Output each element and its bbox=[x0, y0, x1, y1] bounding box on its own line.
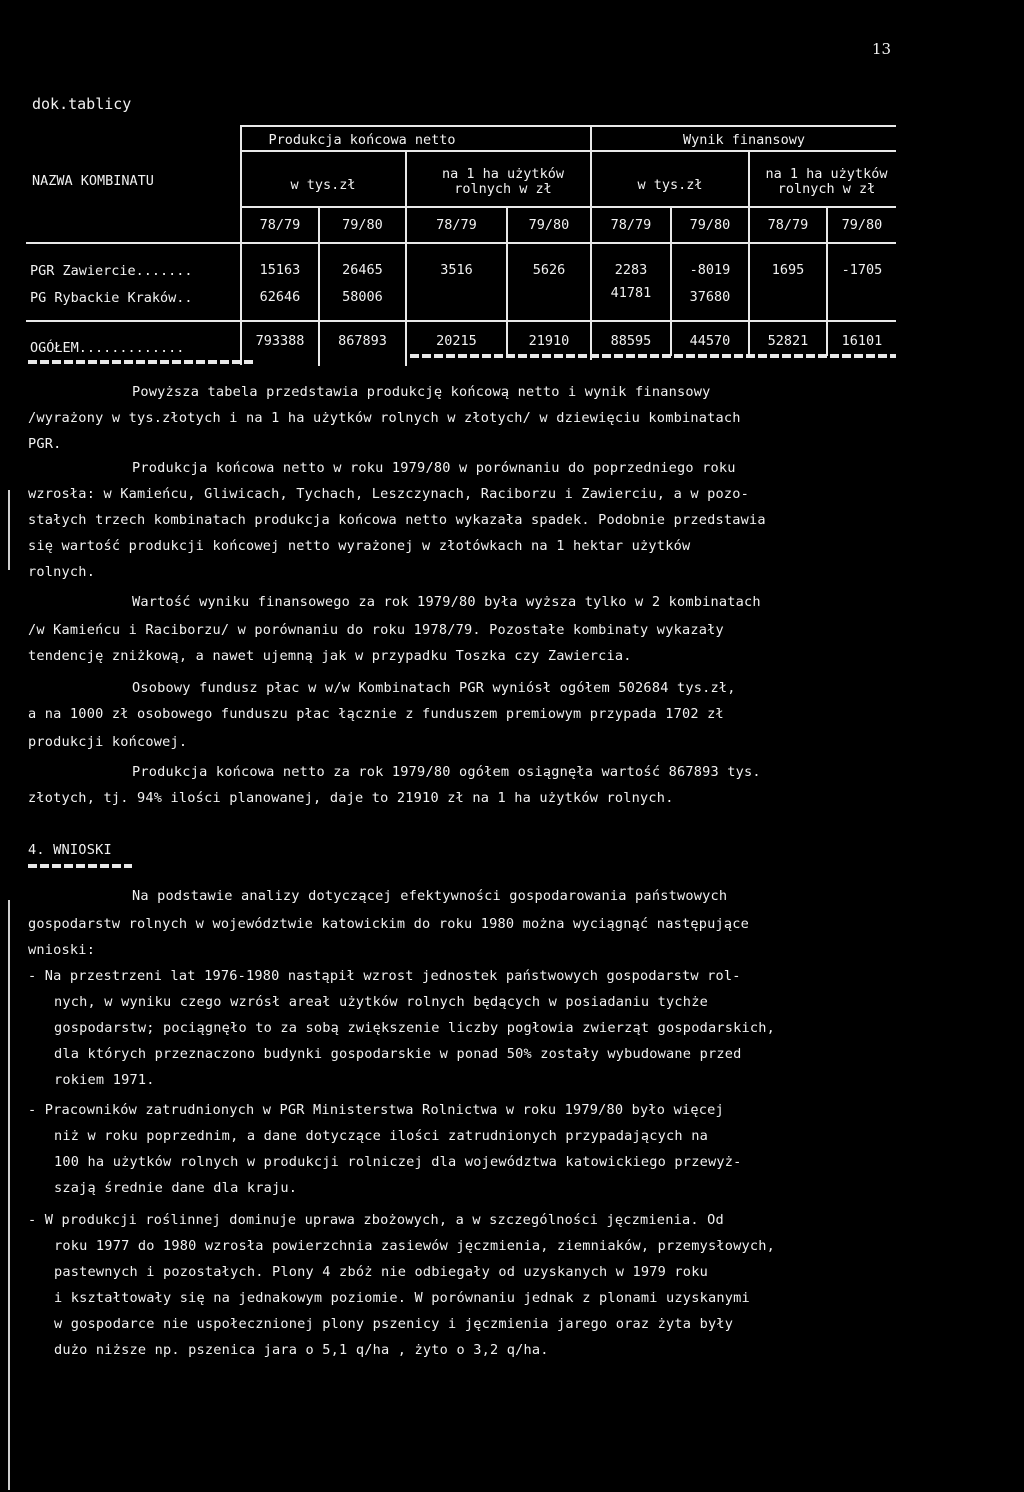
text-line: Produkcja końcowa netto w roku 1979/80 w porównaniu do poprzedniego roku bbox=[132, 460, 736, 476]
table-cell: 37680 bbox=[689, 289, 731, 305]
text-line: niż w roku poprzednim, a dane dotyczące ilości zatrudnionych przypadających na bbox=[54, 1128, 708, 1144]
scan-margin-line bbox=[8, 900, 10, 1490]
text-line: Na podstawie analizy dotyczącej efektywności gospodarowania państwowych bbox=[132, 888, 728, 904]
table-cell: 5626 bbox=[532, 262, 566, 278]
table-cell: 41781 bbox=[610, 285, 652, 301]
table-cell: 62646 bbox=[259, 289, 301, 305]
table-cell: 26465 bbox=[342, 262, 383, 278]
text-line: dużo niższe np. pszenica jara o 5,1 q/ha , żyto o 3,2 q/ha. bbox=[54, 1342, 549, 1358]
subheader: na 1 ha użytków rolnych w zł bbox=[442, 166, 564, 197]
text-line: nych, w wyniku czego wzrósł areał użytków rolnych będących w posiadaniu tychże bbox=[54, 994, 708, 1010]
text-line: się wartość produkcji końcowej netto wyrażonej w złotówkach na 1 hektar użytków bbox=[28, 538, 691, 554]
text-line: /wyrażony w tys.złotych i na 1 ha użytków rolnych w złotych/ w dziewięciu kombinatach bbox=[28, 410, 741, 426]
text-line: produkcji końcowej. bbox=[28, 734, 188, 750]
subheader: w tys.zł bbox=[637, 177, 703, 193]
table-col-divider bbox=[748, 150, 750, 356]
text-line: rokiem 1971. bbox=[54, 1072, 155, 1088]
text-line: Wartość wyniku finansowego za rok 1979/80 była wyższa tylko w 2 kombinatach bbox=[132, 594, 761, 610]
table-bottom-dashes bbox=[410, 354, 896, 358]
text-line: tendencję zniżkową, a nawet ujemną jak w przypadku Toszka czy Zawiercia. bbox=[28, 648, 632, 664]
text-line: gospodarstw rolnych w województwie katowickim do roku 1980 można wyciągnąć następujące bbox=[28, 916, 750, 932]
text-line: - Na przestrzeni lat 1976-1980 nastąpił wzrost jednostek państwowych gospodarstw rol- bbox=[28, 968, 741, 984]
table-cell: 15163 bbox=[259, 262, 301, 278]
page-header: dok.tablicy bbox=[32, 95, 132, 113]
table-col-divider bbox=[590, 125, 592, 360]
row-name: PG Rybackie Kraków.. bbox=[30, 290, 193, 306]
text-line: i kształtowały się na jednakowym poziomie. W porównaniu jednak z plonami uzyskanymi bbox=[54, 1290, 750, 1306]
text-line: wnioski: bbox=[28, 942, 96, 958]
page-number: 13 bbox=[872, 40, 892, 58]
table-cell: 88595 bbox=[610, 333, 652, 349]
text-line: Osobowy fundusz płac w w/w Kombinatach PGR wyniósł ogółem 502684 tys.zł, bbox=[132, 680, 736, 696]
table-cell: 58006 bbox=[342, 289, 383, 305]
text-line: gospodarstw; pociągnęło to za sobą zwiększenie liczby pogłowia zwierząt gospodarskich, bbox=[54, 1020, 776, 1036]
text-line: 100 ha użytków rolnych w produkcji rolniczej dla województwa katowickiego przewyż- bbox=[54, 1154, 742, 1170]
text-line: PGR. bbox=[28, 436, 62, 452]
table-cell: 867893 bbox=[338, 333, 387, 349]
text-line: roku 1977 do 1980 wzrosła powierzchnia zasiewów jęczmienia, ziemniaków, przemysłowych, bbox=[54, 1238, 776, 1254]
text-line: Powyższa tabela przedstawia produkcję końcową netto i wynik finansowy bbox=[132, 384, 711, 400]
year-cell: 79/80 bbox=[841, 217, 883, 233]
text-line: - W produkcji roślinnej dominuje uprawa zbożowych, a w szczególności jęczmienia. Od bbox=[28, 1212, 724, 1228]
year-cell: 78/79 bbox=[259, 217, 301, 233]
subheader: na 1 ha użytków rolnych w zł bbox=[765, 166, 888, 197]
text-line: dla których przeznaczono budynki gospodarskie w ponad 50% zostały wybudowane przed bbox=[54, 1046, 742, 1062]
text-line: Produkcja końcowa netto za rok 1979/80 ogółem osiągnęła wartość 867893 tys. bbox=[132, 764, 761, 780]
table-cell: 16101 bbox=[841, 333, 883, 349]
table-cell: 44570 bbox=[689, 333, 731, 349]
table-top-rule bbox=[240, 125, 896, 127]
text-line: wzrosła: w Kamieńcu, Gliwicach, Tychach, Leszczynach, Raciborzu i Zawierciu, a w pozo- bbox=[28, 486, 750, 502]
table-col-divider bbox=[240, 125, 242, 365]
name-column-header: NAZWA KOMBINATU bbox=[32, 173, 154, 189]
row-name-total: OGÓŁEM............. bbox=[30, 340, 185, 356]
text-line: w gospodarce nie uspołecznionej plony pszenicy i jęczmienia jarego oraz żyta były bbox=[54, 1316, 734, 1332]
table-total-rule bbox=[26, 320, 896, 322]
scan-margin-line bbox=[8, 490, 10, 570]
table-years-rule bbox=[26, 242, 896, 244]
table-header-rule bbox=[240, 150, 896, 152]
table-subheader-rule bbox=[240, 206, 896, 208]
year-cell: 79/80 bbox=[689, 217, 731, 233]
text-line: złotych, tj. 94% ilości planowanej, daje to 21910 zł na 1 ha użytków rolnych. bbox=[28, 790, 674, 806]
year-cell: 78/79 bbox=[436, 217, 477, 233]
text-line: - Pracowników zatrudnionych w PGR Ministerstwa Rolnictwa w roku 1979/80 było więcej bbox=[28, 1102, 724, 1118]
group-header-financial: Wynik finansowy bbox=[683, 132, 805, 148]
text-line: szają średnie dane dla kraju. bbox=[54, 1180, 298, 1196]
subheader: w tys.zł bbox=[290, 177, 356, 193]
table-bottom-dashes bbox=[28, 360, 256, 364]
text-line: /w Kamieńcu i Raciborzu/ w porównaniu do roku 1978/79. Pozostałe kombinaty wykazały bbox=[28, 622, 724, 638]
text-line: a na 1000 zł osobowego funduszu płac łącznie z funduszem premiowym przypada 1702 zł bbox=[28, 706, 724, 722]
table-cell: 793388 bbox=[255, 333, 305, 349]
text-line: pastewnych i pozostałych. Plony 4 zbóż nie odbiegały od uzyskanych w 1979 roku bbox=[54, 1264, 708, 1280]
table-cell: 21910 bbox=[528, 333, 570, 349]
table-cell: 1695 bbox=[771, 262, 805, 278]
table-cell: 2283 bbox=[614, 262, 648, 278]
text-line: stałych trzech kombinatach produkcja końcowa netto wykazała spadek. Podobnie przedstawia bbox=[28, 512, 766, 528]
year-cell: 79/80 bbox=[342, 217, 383, 233]
section-title: 4. WNIOSKI bbox=[28, 842, 112, 858]
group-header-production: Produkcja końcowa netto bbox=[268, 132, 456, 148]
year-cell: 78/79 bbox=[767, 217, 809, 233]
table-cell: 3516 bbox=[440, 262, 473, 278]
text-line: rolnych. bbox=[28, 564, 96, 580]
section-underline bbox=[28, 864, 132, 868]
row-name: PGR Zawiercie....... bbox=[30, 263, 193, 279]
table-cell: 52821 bbox=[767, 333, 809, 349]
table-cell: -8019 bbox=[689, 262, 731, 278]
table-cell: -1705 bbox=[841, 262, 883, 278]
year-cell: 79/80 bbox=[528, 217, 570, 233]
year-cell: 78/79 bbox=[610, 217, 652, 233]
table-cell: 20215 bbox=[436, 333, 477, 349]
